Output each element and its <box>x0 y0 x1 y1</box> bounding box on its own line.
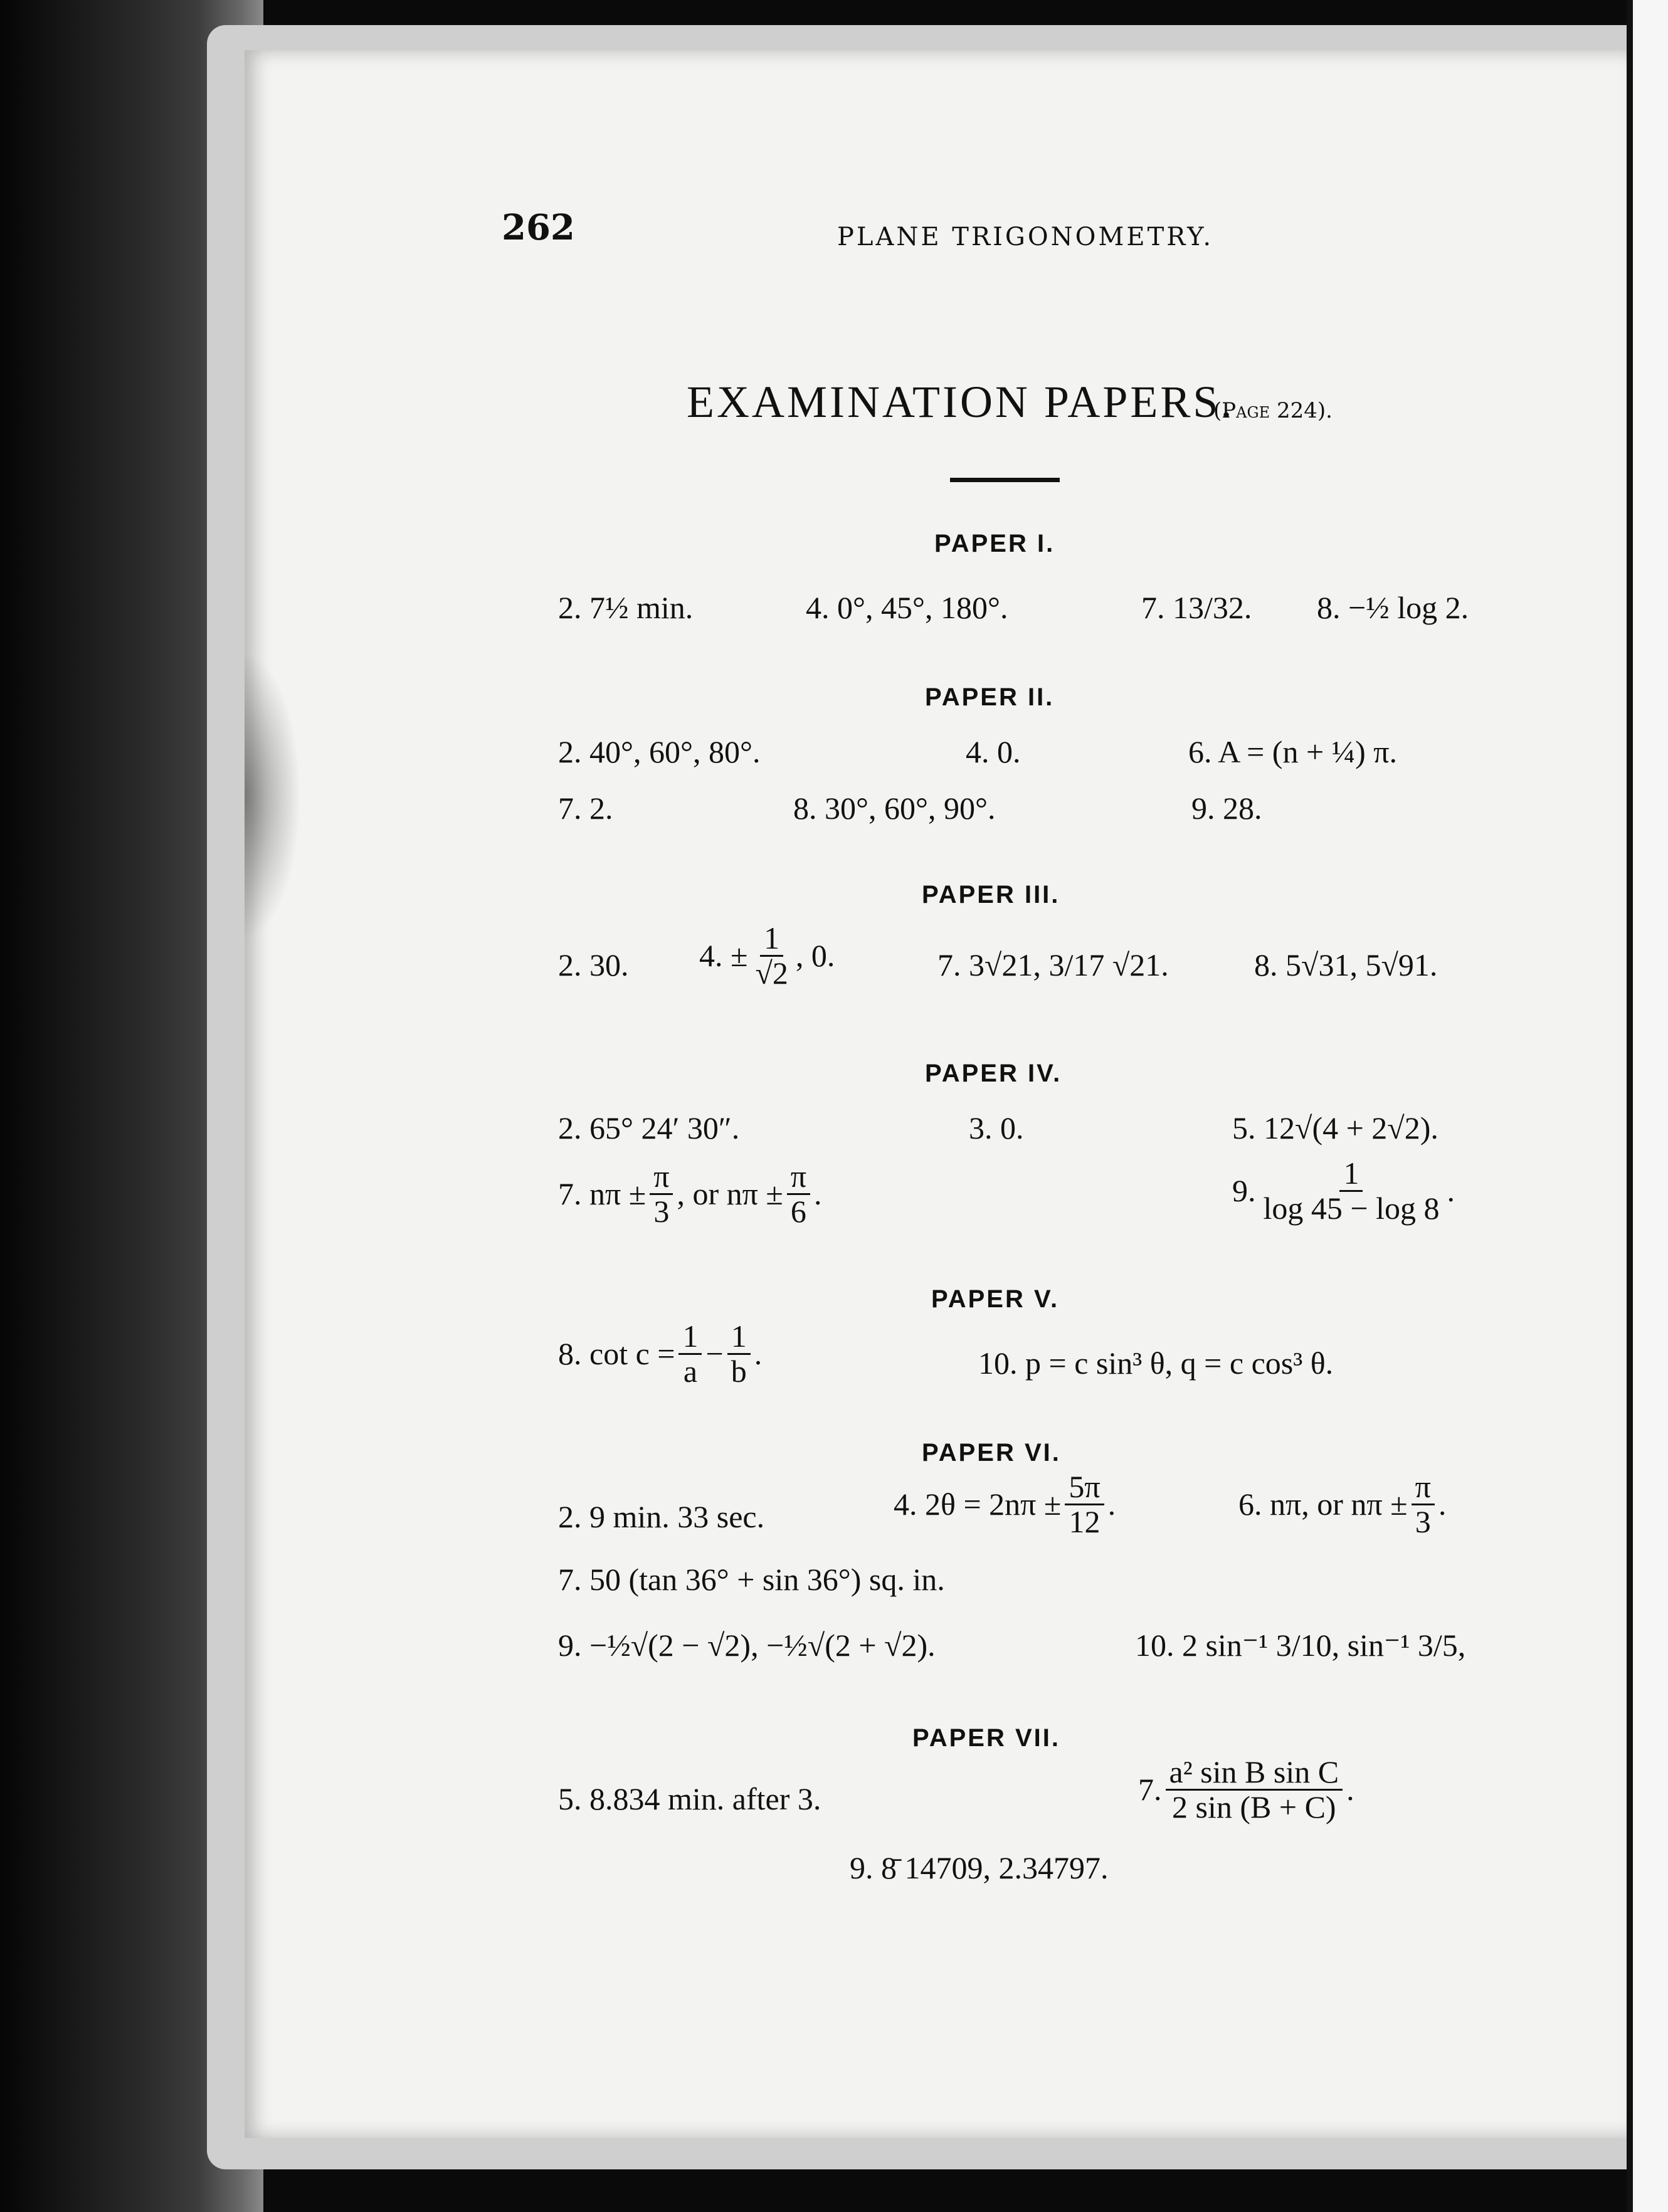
fraction-denominator: a <box>683 1353 698 1389</box>
answer-fraction-line <box>1232 1157 1455 1224</box>
answer-suffix: . <box>754 1336 763 1371</box>
answer: 9. 8̄ 14709, 2.34797. <box>850 1850 1109 1885</box>
fraction-numerator: 5π <box>1065 1470 1104 1505</box>
fraction-numerator: 1 <box>760 922 783 957</box>
answer-prefix: 4. ± <box>699 938 748 973</box>
answer: 2. 9 min. 33 sec. <box>558 1499 765 1534</box>
answer: 4. 0°, 45°, 180°. <box>806 590 1008 625</box>
facing-page-edge <box>1627 0 1668 2212</box>
answer-fraction-line <box>558 1320 762 1388</box>
answer: 7. 50 (tan 36° + sin 36°) sq. in. <box>558 1562 945 1597</box>
answer: 10. p = c sin³ θ, q = c cos³ θ. <box>978 1346 1334 1381</box>
answer: 5. 8.834 min. after 3. <box>558 1781 821 1816</box>
fraction <box>727 1320 751 1388</box>
answer-prefix: 6. nπ, or nπ ± <box>1238 1487 1408 1522</box>
answer: 7. 3√21, 3/17 √21. <box>937 947 1169 982</box>
answer: 4. 0. <box>966 734 1021 769</box>
page-number: 262 <box>502 207 575 248</box>
paper-heading: PAPER VI. <box>922 1439 1061 1467</box>
book-page <box>245 50 1630 2138</box>
answer: 2. 65° 24′ 30″. <box>558 1110 740 1146</box>
answer-suffix: . <box>1346 1772 1354 1807</box>
answer: 5. 12√(4 + 2√2). <box>1232 1110 1438 1146</box>
answer: 3. 0. <box>969 1110 1024 1146</box>
answer-prefix: 7. nπ ± <box>558 1176 647 1211</box>
fraction <box>1065 1470 1104 1538</box>
answer: 9. −½√(2 − √2), −½√(2 + √2). <box>558 1628 936 1663</box>
answer: 8. −½ log 2. <box>1317 590 1469 625</box>
fraction <box>787 1160 810 1228</box>
answer-suffix: , 0. <box>795 938 835 973</box>
answer: 2. 40°, 60°, 80°. <box>558 734 761 769</box>
fraction-numerator: π <box>1412 1470 1435 1505</box>
answer-fraction-line <box>1238 1470 1446 1538</box>
answer: 6. A = (n + ¼) π. <box>1188 734 1398 769</box>
paper-heading: PAPER IV. <box>925 1060 1062 1087</box>
fraction-numerator: 1 <box>727 1320 751 1355</box>
answer: 8. 30°, 60°, 90°. <box>793 791 996 826</box>
fraction <box>1412 1470 1435 1538</box>
answer-prefix: 8. cot c = <box>558 1336 675 1371</box>
answer-suffix: . <box>1107 1487 1116 1522</box>
answer-prefix: 9. <box>1232 1173 1256 1208</box>
paper-heading: PAPER I. <box>934 530 1055 557</box>
fraction-denominator: 2 sin (B + C) <box>1172 1789 1336 1825</box>
answer-prefix: 7. <box>1138 1772 1162 1807</box>
page-stain <box>245 652 301 940</box>
fraction-numerator: 1 <box>678 1320 702 1355</box>
answer: 7. 2. <box>558 791 613 826</box>
fraction <box>751 922 791 989</box>
fraction-denominator: 3 <box>653 1193 670 1229</box>
answer: 2. 30. <box>558 947 629 982</box>
fraction-numerator: π <box>787 1160 810 1195</box>
answer: 2. 7½ min. <box>558 590 694 625</box>
answer-fraction-line <box>558 1160 822 1228</box>
answer: 10. 2 sin⁻¹ 3/10, sin⁻¹ 3/5, <box>1135 1628 1466 1663</box>
section-title: EXAMINATION PAPERS. <box>687 377 1235 427</box>
fraction <box>1166 1756 1343 1823</box>
fraction-denominator: 6 <box>790 1193 806 1229</box>
paper-heading: PAPER II. <box>925 683 1055 711</box>
answer-suffix: . <box>1438 1487 1447 1522</box>
fraction-denominator: 12 <box>1069 1504 1101 1539</box>
answer-suffix: . <box>1447 1173 1455 1208</box>
fraction <box>1260 1157 1444 1224</box>
answer: 8. 5√31, 5√91. <box>1254 947 1438 982</box>
section-title-ref: (Page 224). <box>1213 398 1333 423</box>
answer-prefix: 4. 2θ = 2nπ ± <box>894 1487 1062 1522</box>
paper-heading: PAPER VII. <box>912 1724 1060 1752</box>
fraction <box>678 1320 702 1388</box>
fraction-numerator: 1 <box>1339 1157 1363 1192</box>
answer-fraction-line <box>894 1470 1116 1538</box>
running-head: PLANE TRIGONOMETRY. <box>837 223 1214 251</box>
fraction-denominator: b <box>731 1353 747 1389</box>
fraction-denominator: √2 <box>755 955 788 991</box>
fraction-denominator: log 45 − log 8 <box>1263 1190 1440 1226</box>
answer-middle: − <box>705 1336 724 1371</box>
fraction-numerator: π <box>650 1160 673 1195</box>
fraction <box>650 1160 673 1228</box>
answer-middle: , or nπ ± <box>677 1176 783 1211</box>
answer: 7. 13/32. <box>1141 590 1252 625</box>
answer-suffix: . <box>814 1176 822 1211</box>
answer: 9. 28. <box>1191 791 1262 826</box>
paper-heading: PAPER III. <box>922 881 1060 908</box>
paper-heading: PAPER V. <box>931 1285 1060 1313</box>
title-rule <box>950 478 1060 482</box>
fraction-numerator: a² sin B sin C <box>1166 1756 1343 1791</box>
answer-fraction-line <box>1138 1756 1354 1823</box>
answer-fraction-line <box>699 922 835 989</box>
fraction-denominator: 3 <box>1415 1504 1431 1539</box>
